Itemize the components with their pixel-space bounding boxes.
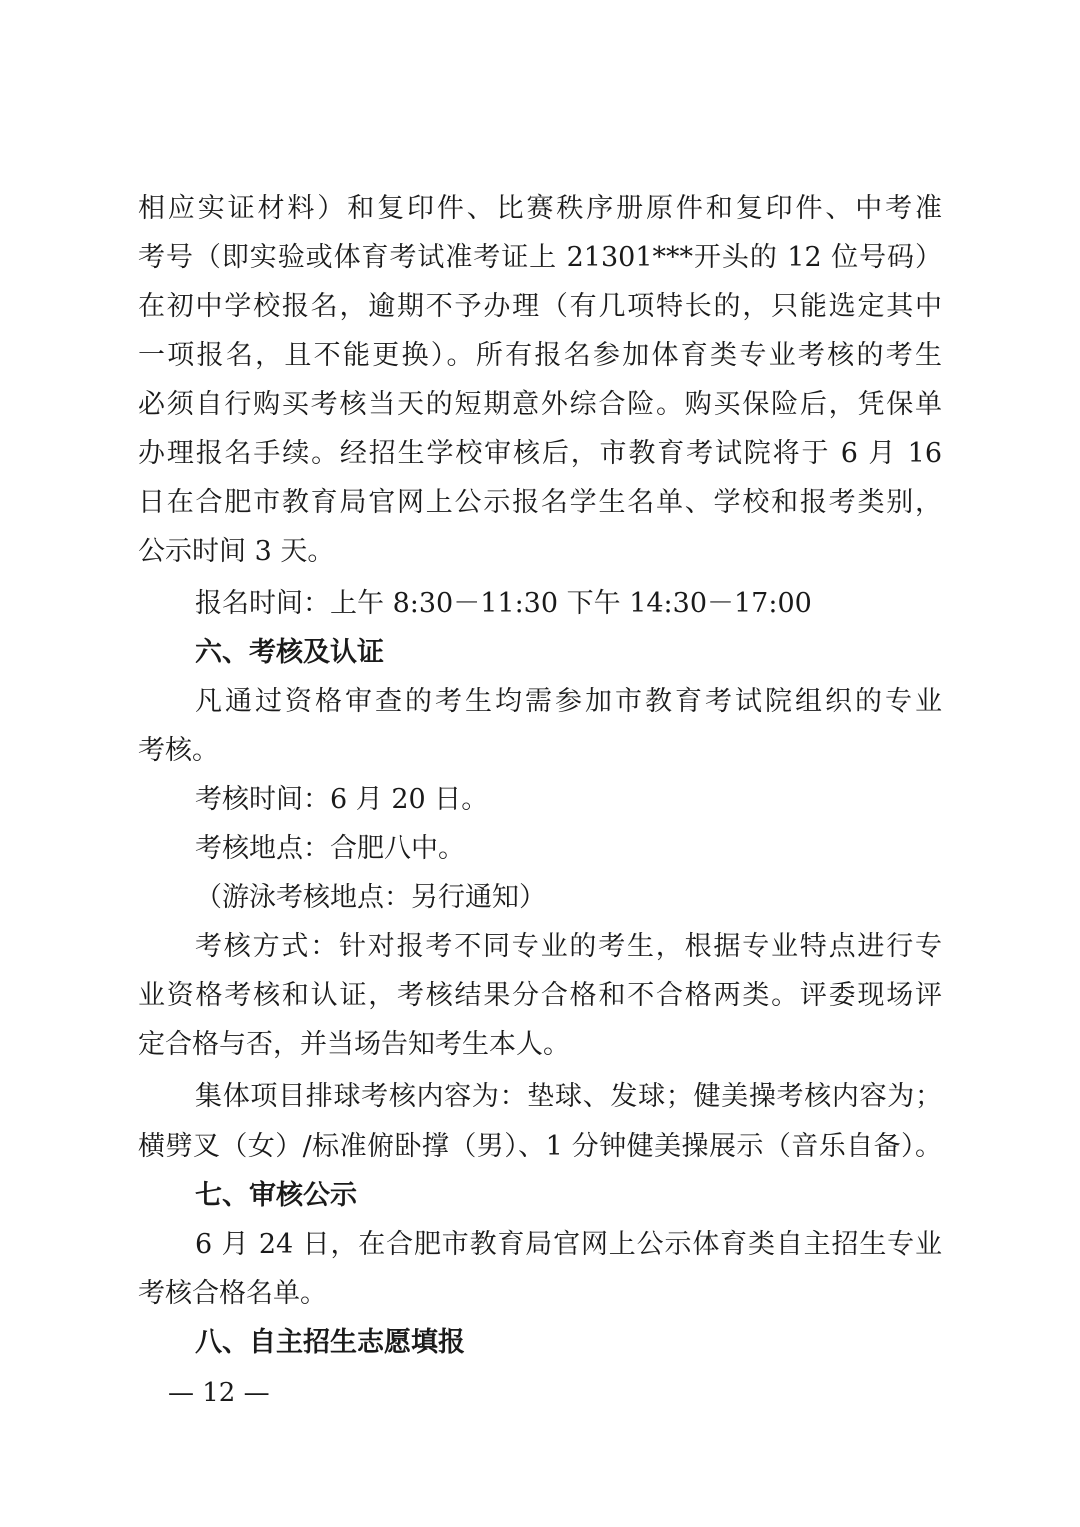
swim-exam-location: （游泳考核地点：另行通知）: [195, 882, 546, 913]
paragraph-line: 公示时间 3 天。: [138, 536, 335, 567]
paragraph-line: 相应实证材料）和复印件、比赛秩序册原件和复印件、中考准: [138, 193, 942, 224]
exam-method-line: 考核方式：针对报考不同专业的考生，根据专业特点进行专: [195, 931, 942, 962]
paragraph-line: 考号（即实验或体育考试准考证上 21301***开头的 12 位号码）: [138, 242, 942, 273]
section-7-body-line: 6 月 24 日，在合肥市教育局官网上公示体育类自主招生专业: [195, 1229, 942, 1260]
paragraph-line: 日在合肥市教育局官网上公示报名学生名单、学校和报考类别，: [138, 487, 942, 518]
paragraph-line: 必须自行购买考核当天的短期意外综合险。购买保险后，凭保单: [138, 389, 942, 420]
paragraph-line: 在初中学校报名，逾期不予办理（有几项特长的，只能选定其中: [138, 291, 942, 322]
section-6-intro-line: 考核。: [138, 735, 219, 766]
section-7-body-line: 考核合格名单。: [138, 1278, 327, 1309]
exam-method-line: 业资格考核和认证，考核结果分合格和不合格两类。评委现场评: [138, 980, 942, 1011]
exam-location: 考核地点：合肥八中。: [195, 833, 465, 864]
registration-time: 报名时间：上午 8:30－11:30 下午 14:30－17:00: [195, 588, 812, 619]
paragraph-line: 一项报名，且不能更换）。所有报名参加体育类专业考核的考生: [138, 340, 942, 371]
exam-content-line: 集体项目排球考核内容为：垫球、发球；健美操考核内容为；: [195, 1081, 942, 1112]
section-6-intro-line: 凡通过资格审查的考生均需参加市教育考试院组织的专业: [195, 686, 942, 717]
section-heading-7: 七、审核公示: [195, 1180, 357, 1211]
exam-method-line: 定合格与否，并当场告知考生本人。: [138, 1029, 570, 1060]
exam-content-line: 横劈叉（女）/标准俯卧撑（男）、1 分钟健美操展示（音乐自备）。: [138, 1131, 942, 1162]
paragraph-line: 办理报名手续。经招生学校审核后，市教育考试院将于 6 月 16: [138, 438, 942, 469]
page-number: — 12 —: [168, 1378, 270, 1408]
exam-time: 考核时间：6 月 20 日。: [195, 784, 489, 815]
section-heading-8: 八、自主招生志愿填报: [195, 1327, 465, 1358]
section-heading-6: 六、考核及认证: [195, 637, 384, 668]
